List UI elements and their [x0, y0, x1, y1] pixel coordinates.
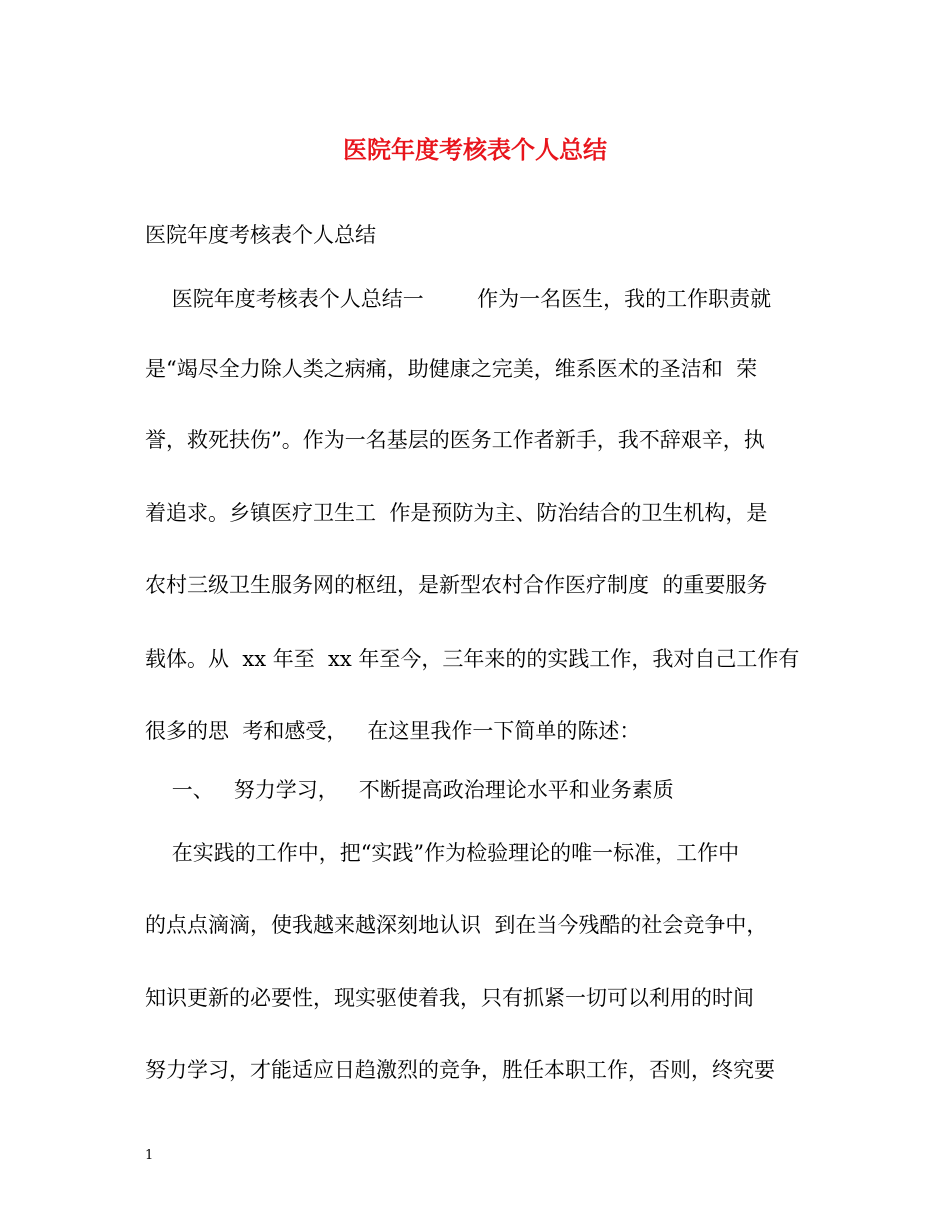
body-line: 载体。从 xx 年至 xx 年至今，三年来的的实践工作，我对自己工作有 [145, 647, 800, 671]
document-title: 医院年度考核表个人总结 [343, 135, 607, 164]
body-line: 誉，救死扶伤”。作为一名基层的医务工作者新手，我不辞艰辛，执 [145, 428, 765, 452]
body-line: 很多的思 考和感受， 在这里我作一下简单的陈述： [145, 719, 641, 743]
body-line: 着追求。乡镇医疗卫生工 作是预防为主、防治结合的卫生机构，是 [145, 501, 768, 525]
page-number: 1 [145, 1148, 154, 1163]
section-heading: 一、 努力学习， 不断提高政治理论水平和业务素质 [145, 778, 674, 802]
body-line: 知识更新的必要性，现实驱使着我，只有抓紧一切可以利用的时间 [145, 986, 754, 1010]
body-line: 是“竭尽全力除人类之病痛，助健康之完美，维系医术的圣洁和 荣 [145, 357, 758, 381]
subtitle-line: 医院年度考核表个人总结 [145, 223, 376, 247]
body-line: 在实践的工作中，把“实践”作为检验理论的唯一标准，工作中 [145, 841, 740, 865]
body-line: 的点点滴滴，使我越来越深刻地认识 到在当今残酷的社会竞争中， [145, 913, 768, 937]
body-line: 农村三级卫生服务网的枢纽，是新型农村合作医疗制度 的重要服务 [145, 573, 768, 597]
body-line: 医院年度考核表个人总结一 作为一名医生，我的工作职责就 [145, 287, 772, 311]
body-line: 努力学习，才能适应日趋激烈的竞争，胜任本职工作，否则，终究要 [145, 1058, 775, 1082]
